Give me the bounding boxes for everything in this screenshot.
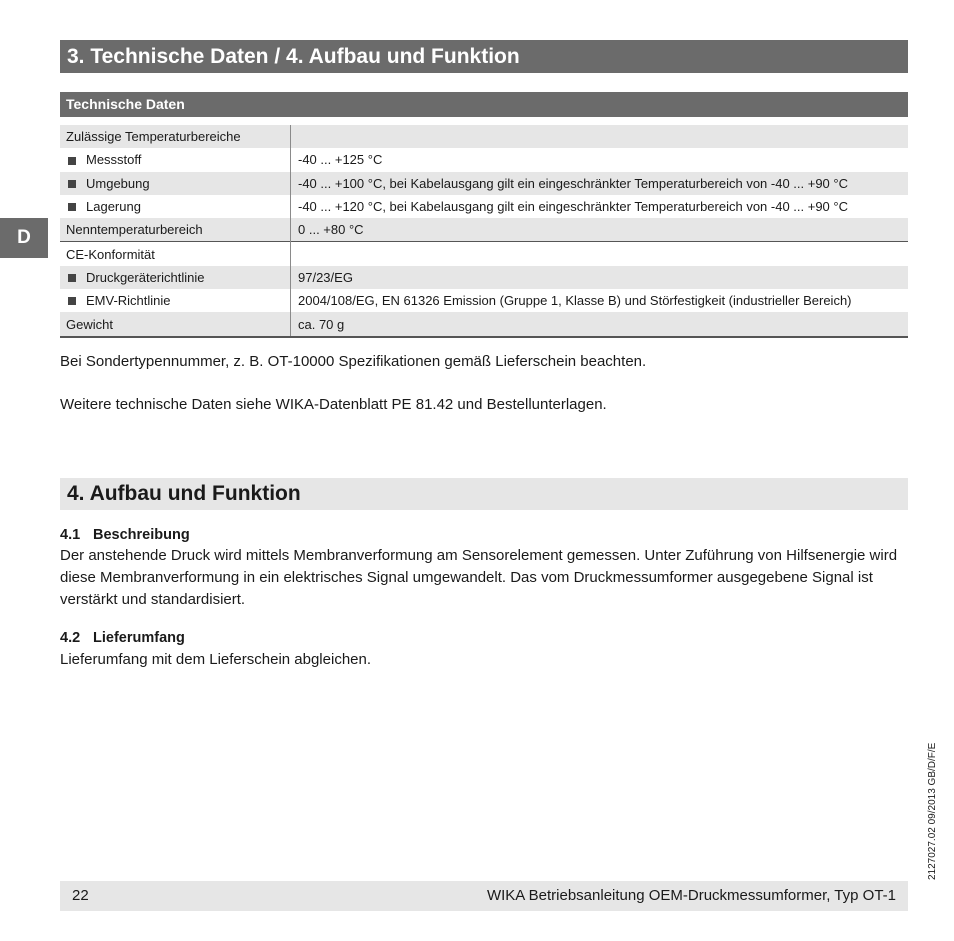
row-value (291, 242, 909, 266)
subsection-number: 4.2 (60, 630, 81, 646)
row-value: -40 ... +100 °C, bei Kabelausgang gilt ein eingeschränkter Temperaturbereich von -40 ... +90 °C (291, 172, 909, 195)
table-row (60, 218, 908, 242)
row-value: 0 ... +80 °C (291, 218, 909, 242)
spec-table (60, 125, 908, 338)
table-row (60, 172, 908, 195)
table-row (60, 148, 908, 171)
row-label: Druckgeräterichtlinie (86, 269, 205, 285)
row-label: Umgebung (86, 175, 150, 191)
subsection-title: Beschreibung (93, 527, 190, 543)
table-row (60, 266, 908, 289)
table-row (60, 125, 908, 148)
row-label: Gewicht (60, 312, 291, 336)
square-bullet-icon (68, 157, 76, 165)
subsection-heading-scope-of-delivery (60, 629, 185, 647)
row-label-cell (60, 266, 291, 289)
square-bullet-icon (68, 180, 76, 188)
page-number: 22 (72, 887, 89, 904)
page-footer (60, 881, 908, 911)
row-label: CE-Konformität (60, 242, 291, 266)
special-type-note: Bei Sondertypennummer, z. B. OT-10000 Spezifikationen gemäß Lieferschein beachten. (60, 353, 647, 370)
section-heading: 4. Aufbau und Funktion (60, 478, 908, 510)
row-label-cell (60, 289, 291, 312)
table-row (60, 289, 908, 312)
row-value: 97/23/EG (291, 266, 909, 289)
row-label-cell (60, 195, 291, 218)
table-row (60, 312, 908, 336)
square-bullet-icon (68, 297, 76, 305)
row-label: Zulässige Temperaturbereiche (60, 125, 291, 148)
datasheet-note: Weitere technische Daten siehe WIKA-Datenblatt PE 81.42 und Bestellunterlagen. (60, 396, 607, 413)
page-title: 3. Technische Daten / 4. Aufbau und Funktion (60, 40, 908, 73)
row-value: -40 ... +120 °C, bei Kabelausgang gilt ein eingeschränkter Temperaturbereich von -40 ... +90 °C (298, 199, 848, 215)
row-value: ca. 70 g (291, 312, 909, 336)
language-tab: D (0, 218, 48, 258)
row-value: 2004/108/EG, EN 61326 Emission (Gruppe 1, Klasse B) und Störfestigkeit (industrieller Bereich) (298, 293, 852, 309)
square-bullet-icon (68, 203, 76, 211)
spec-table-title: Technische Daten (60, 92, 908, 117)
description-paragraph: Der anstehende Druck wird mittels Membranverformung am Sensorelement gemessen. Unter Zuführung von Hilfsenergie wird diese Membranverformung in ein elektrisches Signal umgewandelt. Das vom Druckmessumformer ausgegebene Signal ist verstärkt und standardisiert. (60, 547, 898, 608)
table-row (60, 242, 908, 266)
row-label: Lagerung (86, 199, 141, 215)
subsection-title: Lieferumfang (93, 630, 185, 646)
subsection-number: 4.1 (60, 527, 81, 543)
row-value: -40 ... +125 °C (298, 152, 383, 168)
footer-title: WIKA Betriebsanleitung OEM-Druckmessumformer, Typ OT-1 (486, 887, 896, 904)
row-value (291, 125, 909, 148)
row-label-cell (60, 148, 291, 171)
table-row (60, 195, 908, 218)
document-code: 2127027.02 09/2013 GB/D/F/E (927, 742, 938, 880)
subsection-heading-description (60, 526, 190, 544)
row-label: Messstoff (86, 152, 142, 168)
row-label-cell (60, 172, 291, 195)
scope-of-delivery-paragraph: Lieferumfang mit dem Lieferschein abgleichen. (60, 651, 372, 668)
row-label: Nenntemperaturbereich (60, 218, 291, 242)
square-bullet-icon (68, 274, 76, 282)
row-label: EMV-Richtlinie (86, 293, 171, 309)
